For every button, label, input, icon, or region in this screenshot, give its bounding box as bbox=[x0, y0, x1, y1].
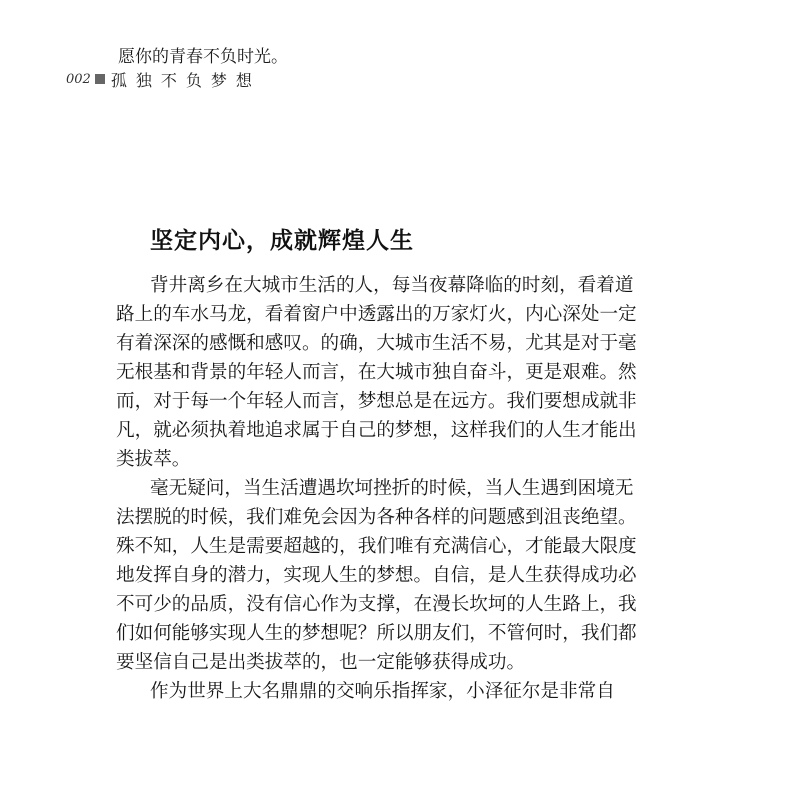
previous-page-tail-line: 愿你的青春不负时光。 bbox=[118, 47, 288, 67]
body-text bbox=[116, 271, 716, 706]
paragraph-2-line: 要坚信自己是出类拔萃的，也一定能够获得成功。 bbox=[116, 652, 526, 673]
paragraph-2-line: 地发挥自身的潜力，实现人生的梦想。自信，是人生获得成功必 bbox=[116, 565, 637, 586]
paragraph-1-line: 路上的车水马龙，看着窗户中透露出的万家灯火，内心深处一定 bbox=[116, 304, 637, 325]
paragraph-1-line: 背井离乡在大城市生活的人，每当夜幕降临的时刻，看着道 bbox=[150, 275, 634, 296]
square-bullet-icon bbox=[95, 74, 105, 84]
paragraph-1-line: 而，对于每一个年轻人而言，梦想总是在远方。我们要想成就非 bbox=[116, 391, 637, 412]
running-header bbox=[66, 68, 261, 90]
chapter-title: 坚定内心，成就辉煌人生 bbox=[150, 228, 414, 254]
paragraph-3-line: 作为世界上大名鼎鼎的交响乐指挥家，小泽征尔是非常自 bbox=[150, 681, 615, 702]
paragraph-2-line: 不可少的品质，没有信心作为支撑，在漫长坎坷的人生路上，我 bbox=[116, 594, 637, 615]
page-number: 002 bbox=[66, 71, 91, 87]
book-title: 孤独不负梦想 bbox=[110, 70, 261, 90]
paragraph-1-line: 类拔萃。 bbox=[116, 449, 191, 470]
paragraph-1-line: 无根基和背景的年轻人而言，在大城市独自奋斗，更是艰难。然 bbox=[116, 362, 637, 383]
paragraph-2-line: 们如何能够实现人生的梦想呢？所以朋友们，不管何时，我们都 bbox=[116, 623, 637, 644]
paragraph-1-line: 凡，就必须执着地追求属于自己的梦想，这样我们的人生才能出 bbox=[116, 420, 637, 441]
paragraph-2-line: 毫无疑问，当生活遭遇坎坷挫折的时候，当人生遇到困境无 bbox=[150, 478, 634, 499]
paragraph-1-line: 有着深深的感慨和感叹。的确，大城市生活不易，尤其是对于毫 bbox=[116, 333, 637, 354]
paragraph-2-line: 殊不知，人生是需要超越的，我们唯有充满信心，才能最大限度 bbox=[116, 536, 637, 557]
paragraph-2-line: 法摆脱的时候，我们难免会因为各种各样的问题感到沮丧绝望。 bbox=[116, 507, 637, 528]
